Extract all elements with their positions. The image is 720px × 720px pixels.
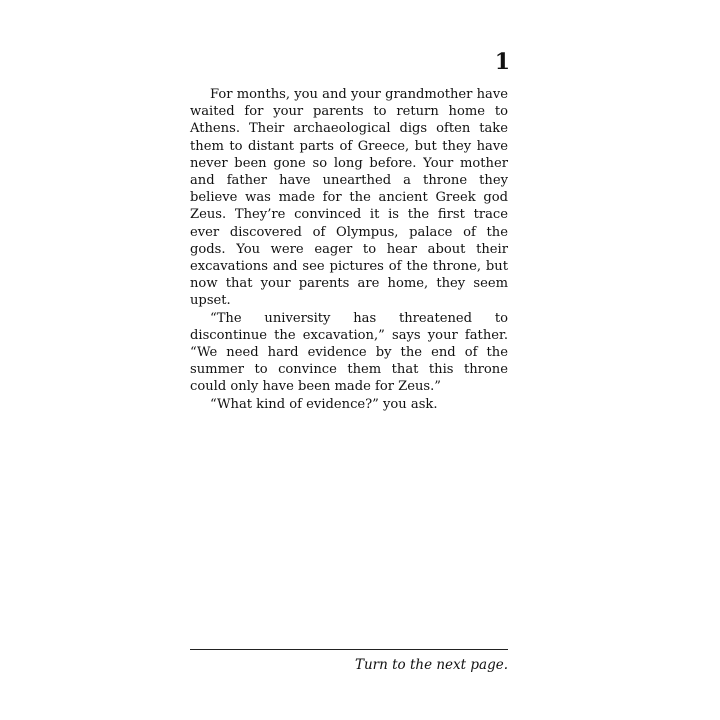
body-text [190, 86, 508, 413]
paragraph-1: For months, you and your grandmother have waited for your parents to return home to Athens. Their archaeological digs often take them to distant parts of Greece, but they have never been gone so long before. Your mother and father have unearthed a throne they believe was made for the ancient Greek god Zeus. They’re convinced it is the first trace ever discovered of Olympus, palace of the gods. You were eager to hear about their excavations and see pictures of the throne, but now that your parents are home, they seem upset. [190, 87, 508, 309]
page-number: 1 [494, 49, 510, 75]
paragraph-3: “What kind of evidence?” you ask. [210, 396, 438, 412]
paragraph-2: “The university has threatened to discontinue the excavation,” says your father. “We need hard evidence by the end of the summer to convince them that this throne could only have been made for Zeus.” [190, 310, 508, 395]
footer-instruction: Turn to the next page. [354, 657, 508, 673]
footer-divider [190, 649, 508, 650]
